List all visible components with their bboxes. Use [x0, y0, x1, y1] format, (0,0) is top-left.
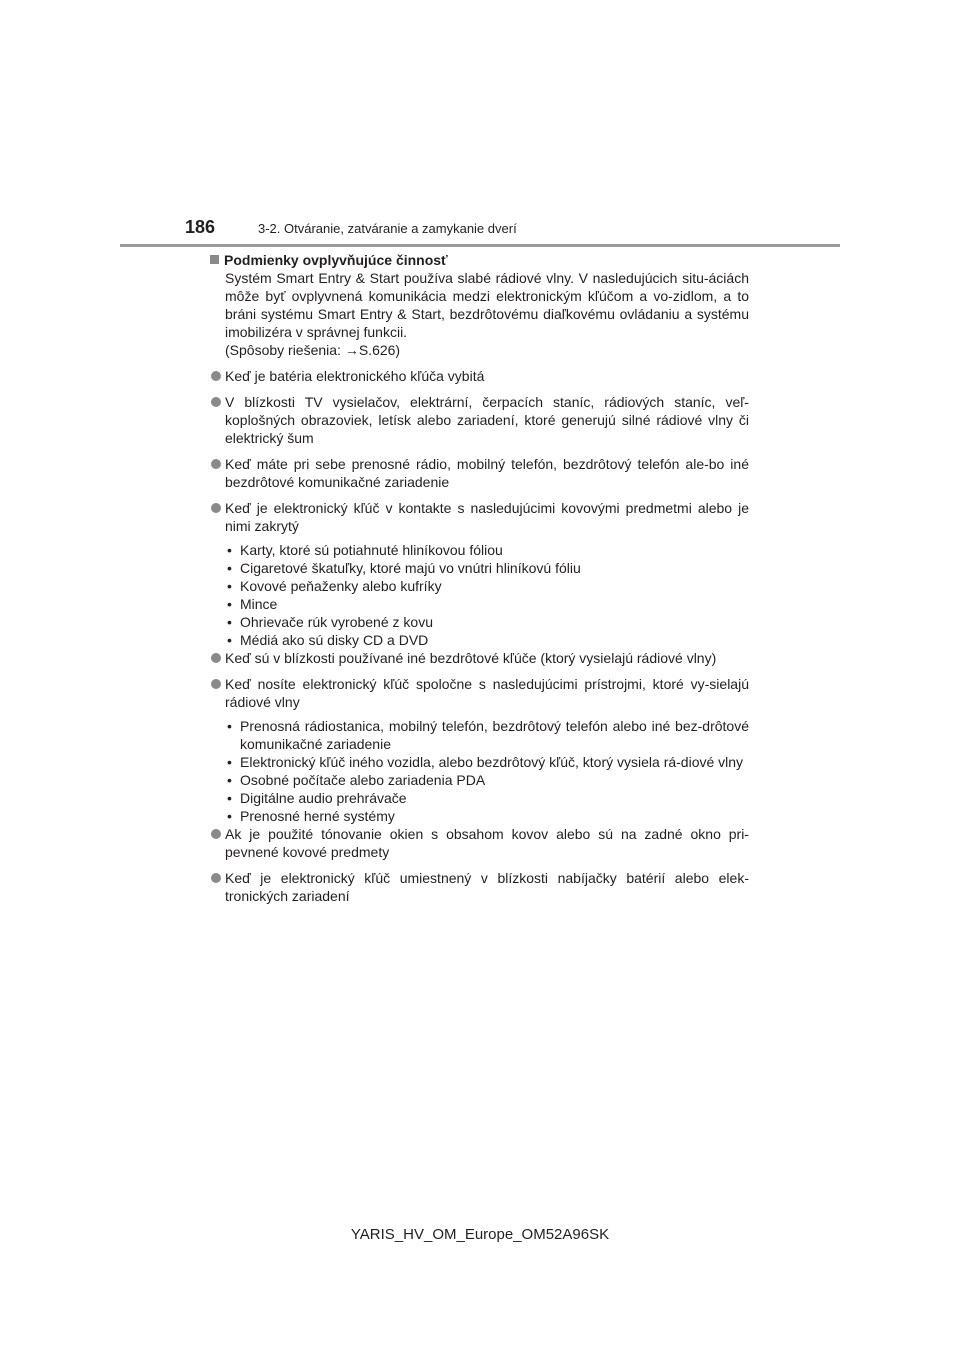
- list-item-text: Keď je elektronický kľúč umiestnený v blízkosti nabíjačky batérií alebo elek-tronických zariadení: [225, 870, 749, 904]
- circle-bullet-icon: [211, 459, 221, 469]
- list-item-text: Ak je použité tónovanie okien s obsahom kovov alebo sú na zadné okno pri-pevnené kovové predmety: [225, 826, 749, 860]
- list-item: [210, 455, 749, 491]
- list-item-text: Keď je elektronický kľúč v kontakte s nasledujúcimi kovovými predmetmi alebo je nimi zakrytý: [225, 500, 749, 534]
- intro-paragraph: Systém Smart Entry & Start používa slabé rádiové vlny. V nasledujúcich situ-áciách môže byť ovplyvnená komunikácia medzi elektronickým kľúčom a vo-zidlom, a to bráni systému Smart Entry & Start, bezdrôtovému diaľkovému ovládaniu a systému imobilizéra v správnej funkcii.: [225, 270, 749, 340]
- list-item-text: Keď je batéria elektronického kľúča vybitá: [225, 368, 485, 384]
- document-code: YARIS_HV_OM_Europe_OM52A96SK: [350, 1226, 610, 1243]
- sublist-item: • Osobné počítače alebo zariadenia PDA: [225, 771, 749, 789]
- section-heading: [210, 251, 749, 269]
- list-item-text: Keď sú v blízkosti používané iné bezdrôtové kľúče (ktorý vysielajú rádiové vlny): [225, 650, 717, 666]
- circle-bullet-icon: [211, 371, 221, 381]
- page-number: 186: [185, 217, 216, 237]
- header-rule: [120, 244, 840, 247]
- sublist-item: • Mince: [225, 595, 749, 613]
- circle-bullet-icon: [211, 397, 221, 407]
- list-item: [210, 675, 749, 711]
- sublist-item: • Digitálne audio prehrávače: [225, 789, 749, 807]
- section-heading-text: Podmienky ovplyvňujúce činnosť: [224, 252, 448, 268]
- list-item-text: Keď máte pri sebe prenosné rádio, mobilný telefón, bezdrôtový telefón ale-bo iné bezdrôtové komunikačné zariadenie: [225, 456, 749, 490]
- page-content: [210, 251, 749, 913]
- sublist-item: • Prenosné herné systémy: [225, 807, 749, 825]
- list-item: [210, 367, 749, 385]
- sublist-item: • Cigaretové škatuľky, ktoré majú vo vnútri hliníkovú fóliu: [225, 559, 749, 577]
- solution-reference: (Spôsoby riešenia: →S.626): [225, 342, 401, 358]
- circle-bullet-icon: [211, 653, 221, 663]
- list-item: [210, 869, 749, 905]
- circle-bullet-icon: [211, 829, 221, 839]
- sublist-radio-devices: [210, 717, 749, 825]
- circle-bullet-icon: [211, 679, 221, 689]
- sublist-item: • Médiá ako sú disky CD a DVD: [225, 631, 749, 649]
- sublist-item: • Karty, ktoré sú potiahnuté hliníkovou fóliou: [225, 541, 749, 559]
- list-item-text: Keď nosíte elektronický kľúč spoločne s nasledujúcimi prístrojmi, ktoré vy-sielajú rádiové vlny: [225, 676, 749, 710]
- list-item-text: V blízkosti TV vysielačov, elektrární, čerpacích staníc, rádiových staníc, veľ-koplošných obrazoviek, letísk alebo zariadení, ktoré generujú silné rádiové vlny či elektrický šum: [225, 394, 749, 446]
- square-bullet-icon: [210, 255, 219, 264]
- sublist-item: • Prenosná rádiostanica, mobilný telefón, bezdrôtový telefón alebo iné bez-drôtové komunikačné zariadenie: [225, 717, 749, 753]
- section-intro: [225, 269, 749, 359]
- list-item: [210, 825, 749, 861]
- sublist-item: • Elektronický kľúč iného vozidla, alebo bezdrôtový kľúč, ktorý vysiela rá-diové vlny: [225, 753, 749, 771]
- circle-bullet-icon: [211, 503, 221, 513]
- list-item: [210, 393, 749, 447]
- circle-bullet-icon: [211, 873, 221, 883]
- list-item: [210, 649, 749, 667]
- sublist-metal-objects: [210, 541, 749, 649]
- sublist-item: • Kovové peňaženky alebo kufríky: [225, 577, 749, 595]
- running-head: 3-2. Otváranie, zatváranie a zamykanie dverí: [258, 221, 517, 236]
- sublist-item: • Ohrievače rúk vyrobené z kovu: [225, 613, 749, 631]
- list-item: [210, 499, 749, 535]
